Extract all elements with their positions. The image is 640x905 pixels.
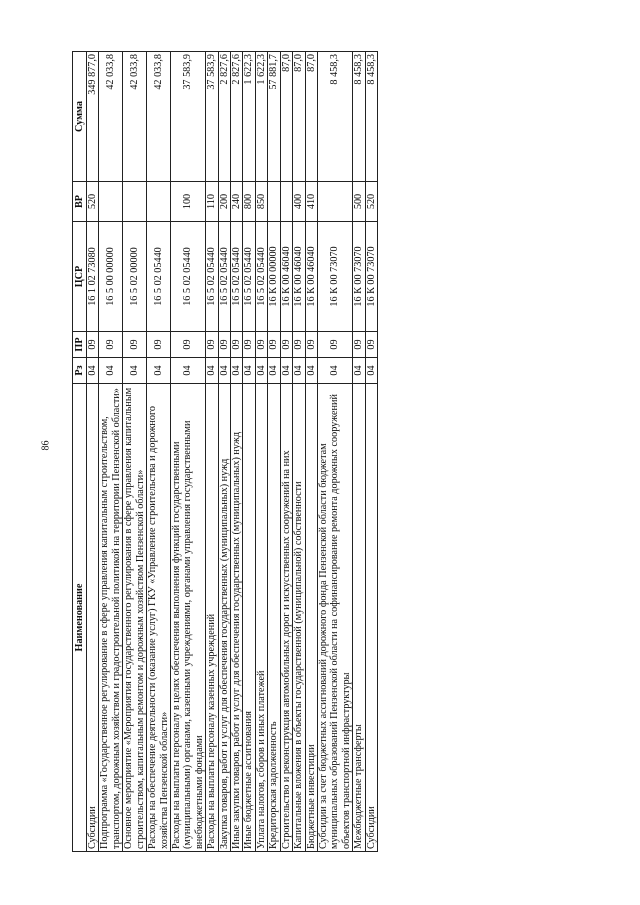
table-row [218, 52, 230, 852]
row-pr-cell: 09 [218, 332, 230, 358]
column-header-pr: ПР [73, 332, 87, 358]
row-name-cell: Расходы на выплаты персоналу в целях обеспечения выполнения функций государственными (муниципальными) органами, казенными учреждениями, органами управления государственными внебюджетными фондами [170, 384, 205, 852]
table-body [87, 52, 378, 852]
row-csr-cell: 16 К 00 73070 [365, 222, 377, 332]
row-csr-cell: 16 5 02 05440 [243, 222, 255, 332]
row-pr-cell: 09 [87, 332, 99, 358]
row-rz-cell: 04 [305, 358, 317, 384]
table-row [147, 52, 171, 852]
row-csr-cell: 16 5 02 05440 [147, 222, 171, 332]
table-row [365, 52, 377, 852]
row-rz-cell: 04 [243, 358, 255, 384]
rotated-table-container [72, 52, 616, 852]
row-vr-cell: 500 [353, 182, 365, 222]
row-pr-cell: 09 [255, 332, 267, 358]
row-pr-cell: 09 [147, 332, 171, 358]
row-rz-cell: 04 [147, 358, 171, 384]
row-vr-cell: 520 [365, 182, 377, 222]
row-rz-cell: 04 [268, 358, 280, 384]
column-header-csr: ЦСР [73, 222, 87, 332]
row-rz-cell: 04 [318, 358, 353, 384]
row-pr-cell: 09 [206, 332, 218, 358]
row-pr-cell: 09 [318, 332, 353, 358]
row-csr-cell: 16 К 00 73070 [318, 222, 353, 332]
row-csr-cell: 16 5 02 05440 [218, 222, 230, 332]
table-row [99, 52, 123, 852]
table-row [280, 52, 292, 852]
row-sum-cell: 57 881,7 [268, 52, 280, 182]
table-row [123, 52, 147, 852]
column-header-sum: Сумма [73, 52, 87, 182]
row-vr-cell: 800 [243, 182, 255, 222]
row-csr-cell: 16 5 02 05440 [255, 222, 267, 332]
row-name-cell: Капитальные вложения в объекты государственной (муниципальной) собственности [293, 384, 305, 852]
row-sum-cell: 8 458,3 [353, 52, 365, 182]
row-vr-cell: 410 [305, 182, 317, 222]
row-vr-cell: 520 [87, 182, 99, 222]
row-pr-cell: 09 [365, 332, 377, 358]
table-row [206, 52, 218, 852]
table-row [353, 52, 365, 852]
row-vr-cell: 240 [231, 182, 243, 222]
row-sum-cell: 87,0 [305, 52, 317, 182]
row-rz-cell: 04 [293, 358, 305, 384]
page-number: 86 [40, 440, 52, 451]
row-name-cell: Строительство и реконструкция автомобильных дорог и искусственных сооружений на них [280, 384, 292, 852]
row-vr-cell [147, 182, 171, 222]
row-rz-cell: 04 [353, 358, 365, 384]
row-name-cell: Иные закупки товаров, работ и услуг для обеспечения государственных (муниципальных) нужд [231, 384, 243, 852]
table-row [293, 52, 305, 852]
table-row [170, 52, 205, 852]
row-sum-cell: 87,0 [293, 52, 305, 182]
row-pr-cell: 09 [123, 332, 147, 358]
row-sum-cell: 42 033,8 [147, 52, 171, 182]
row-csr-cell: 16 5 02 00000 [123, 222, 147, 332]
row-csr-cell: 16 5 02 05440 [170, 222, 205, 332]
table-row [268, 52, 280, 852]
row-name-cell: Межбюджетные трансферты [353, 384, 365, 852]
table-row [243, 52, 255, 852]
row-vr-cell: 850 [255, 182, 267, 222]
row-sum-cell: 1 622,3 [255, 52, 267, 182]
table-row [255, 52, 267, 852]
row-pr-cell: 09 [231, 332, 243, 358]
row-csr-cell: 16 5 00 00000 [99, 222, 123, 332]
row-name-cell: Иные бюджетные ассигнования [243, 384, 255, 852]
row-csr-cell: 16 К 00 00000 [268, 222, 280, 332]
row-csr-cell: 16 К 00 73070 [353, 222, 365, 332]
row-csr-cell: 16 5 02 05440 [206, 222, 218, 332]
row-name-cell: Уплата налогов, сборов и иных платежей [255, 384, 267, 852]
row-rz-cell: 04 [123, 358, 147, 384]
table-row [231, 52, 243, 852]
row-vr-cell: 110 [206, 182, 218, 222]
row-sum-cell: 37 583,9 [170, 52, 205, 182]
row-sum-cell: 1 622,3 [243, 52, 255, 182]
row-rz-cell: 04 [280, 358, 292, 384]
table-row [87, 52, 99, 852]
row-name-cell: Расходы на обеспечение деятельности (оказание услуг) ГКУ «Управление строительства и дорожного хозяйства Пензенской области» [147, 384, 171, 852]
row-rz-cell: 04 [365, 358, 377, 384]
table-header-row [73, 52, 87, 852]
row-name-cell: Субсидии [365, 384, 377, 852]
row-vr-cell: 100 [170, 182, 205, 222]
row-rz-cell: 04 [170, 358, 205, 384]
budget-table [72, 51, 378, 852]
row-sum-cell: 8 458,3 [365, 52, 377, 182]
row-vr-cell [99, 182, 123, 222]
row-name-cell: Основное мероприятие «Мероприятия государственного регулирования в сфере управления капитальным строительством, капитальным ремонтом и дорожным хозяйством Пензенской области» [123, 384, 147, 852]
row-vr-cell [268, 182, 280, 222]
row-pr-cell: 09 [305, 332, 317, 358]
table-row [318, 52, 353, 852]
row-name-cell: Кредиторская задолженность [268, 384, 280, 852]
row-csr-cell: 16 1 02 73080 [87, 222, 99, 332]
row-name-cell: Субсидии [87, 384, 99, 852]
row-sum-cell: 2 827,6 [218, 52, 230, 182]
row-pr-cell: 09 [170, 332, 205, 358]
row-rz-cell: 04 [87, 358, 99, 384]
row-pr-cell: 09 [293, 332, 305, 358]
row-vr-cell: 200 [218, 182, 230, 222]
row-csr-cell: 16 К 00 46040 [280, 222, 292, 332]
column-header-rz: Рз [73, 358, 87, 384]
row-pr-cell: 09 [99, 332, 123, 358]
row-sum-cell: 42 033,8 [123, 52, 147, 182]
row-pr-cell: 09 [280, 332, 292, 358]
row-name-cell: Расходы на выплаты персоналу казенных учреждений [206, 384, 218, 852]
row-pr-cell: 09 [353, 332, 365, 358]
row-rz-cell: 04 [206, 358, 218, 384]
row-name-cell: Бюджетные инвестиции [305, 384, 317, 852]
row-name-cell: Подпрограмма «Государственное регулирование в сфере управления капитальным строительством, транспортом, дорожным хозяйством и градостроительной политикой на территории Пензенской области» [99, 384, 123, 852]
column-header-vr: ВР [73, 182, 87, 222]
row-sum-cell: 87,0 [280, 52, 292, 182]
row-sum-cell: 349 877,0 [87, 52, 99, 182]
row-csr-cell: 16 К 00 46040 [293, 222, 305, 332]
row-rz-cell: 04 [218, 358, 230, 384]
row-pr-cell: 09 [268, 332, 280, 358]
row-vr-cell [318, 182, 353, 222]
row-vr-cell [123, 182, 147, 222]
row-pr-cell: 09 [243, 332, 255, 358]
column-header-name: Наименование [73, 384, 87, 852]
row-csr-cell: 16 5 02 05440 [231, 222, 243, 332]
row-name-cell: Закупка товаров, работ и услуг для обеспечения государственных (муниципальных) нужд [218, 384, 230, 852]
row-vr-cell: 400 [293, 182, 305, 222]
row-rz-cell: 04 [231, 358, 243, 384]
row-sum-cell: 8 458,3 [318, 52, 353, 182]
row-rz-cell: 04 [99, 358, 123, 384]
row-name-cell: Субсидии за счет бюджетных ассигнований дорожного фонда Пензенской области бюджетам муниципальных образований Пензенской области на софинансирование ремонта дорожных сооружений объектов транспортной инфраструктуры [318, 384, 353, 852]
row-sum-cell: 37 583,9 [206, 52, 218, 182]
row-vr-cell [280, 182, 292, 222]
row-sum-cell: 42 033,8 [99, 52, 123, 182]
row-csr-cell: 16 К 00 46040 [305, 222, 317, 332]
row-sum-cell: 2 827,6 [231, 52, 243, 182]
row-rz-cell: 04 [255, 358, 267, 384]
table-row [305, 52, 317, 852]
